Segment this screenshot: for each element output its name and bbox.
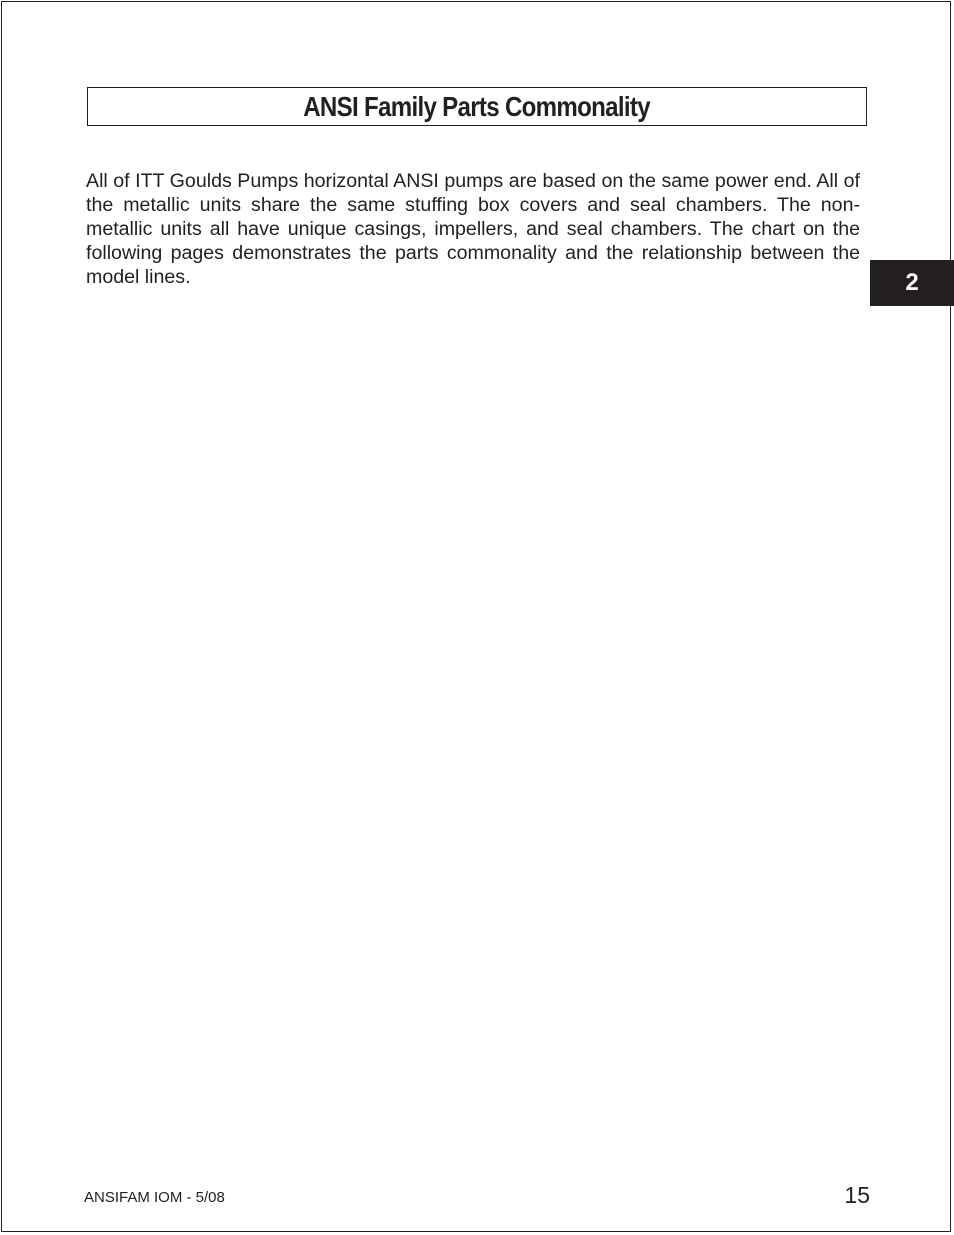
page-number: 15 xyxy=(844,1182,870,1208)
page-title: ANSI Family Parts Commonality xyxy=(303,90,651,122)
title-box xyxy=(87,87,867,126)
section-tab-number: 2 xyxy=(905,269,919,296)
intro-paragraph: All of ITT Goulds Pumps horizontal ANSI pumps are based on the same power end. All of the metallic units share the same stuffing box covers and seal chambers. The non-metallic units all have unique casings, impellers, and seal chambers. The chart on the following pages demonstrates the parts commonality and the relationship between the model lines. xyxy=(86,170,860,288)
footer-document-id: ANSIFAM IOM - 5/08 xyxy=(84,1189,225,1206)
section-tab xyxy=(870,260,954,306)
